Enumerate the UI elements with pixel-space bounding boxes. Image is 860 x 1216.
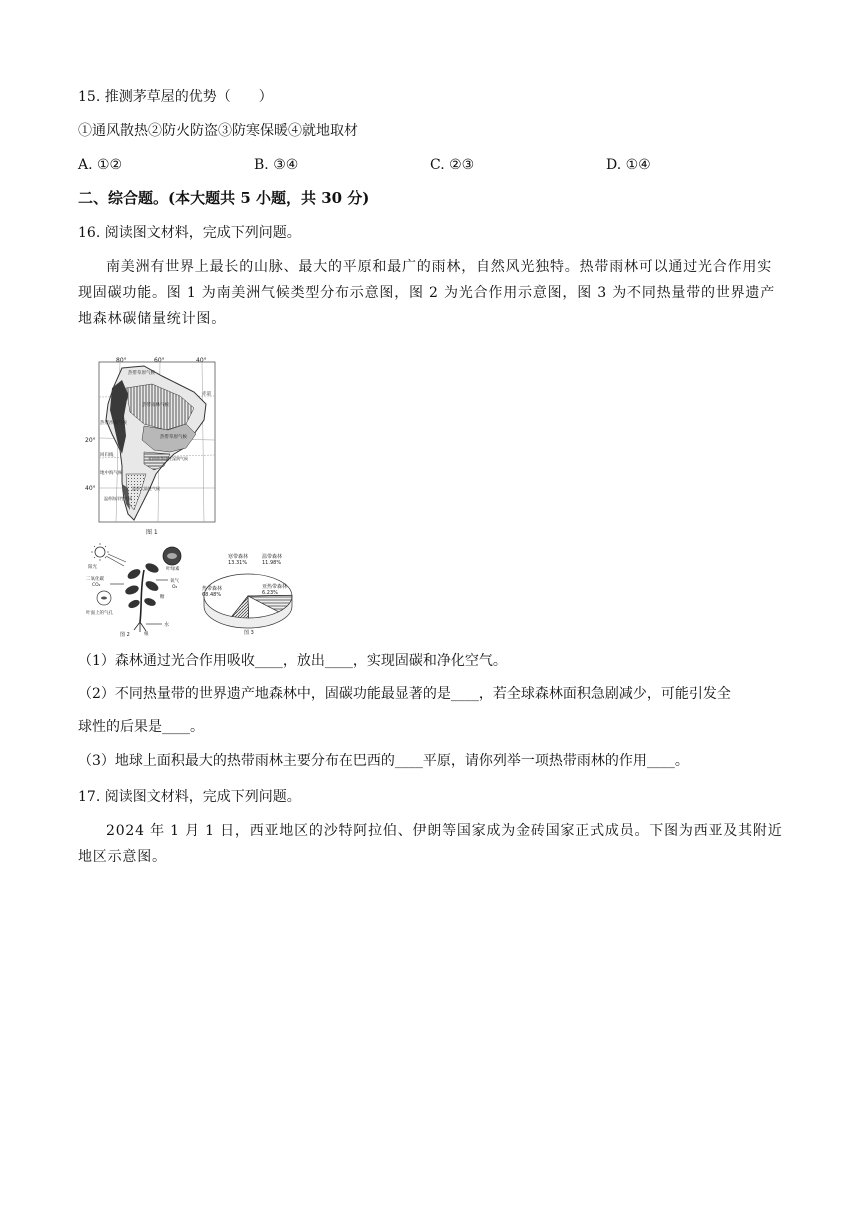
q16-sub2-line1: （2）不同热量带的世界遗产地森林中，固碳功能最显著的是____，若全球森林面积急剧减少，可能引发全: [78, 686, 731, 702]
pie-label-value-1: 13.31%: [228, 560, 248, 566]
label-savanna: 热带草原气候: [160, 435, 187, 440]
label-savanna-north: 热带草原气候: [128, 371, 155, 376]
q17-stem: 17. 阅读图文材料，完成下列问题。: [78, 789, 301, 805]
lon-label-40: 40°: [196, 357, 207, 364]
label-rainforest: 热带雨林气候: [142, 403, 169, 408]
pie-label-value-3: 6.23%: [262, 590, 278, 596]
label-chlorophyll: 叶绿素: [166, 567, 180, 572]
q17-material: 2024 年 1 月 1 日，西亚地区的沙特阿拉伯、伊朗等国家成为金砖国家正式成员。下图为西亚及其附近地区示意图。: [78, 823, 783, 865]
label-co2-name: 二氧化碳: [86, 577, 104, 582]
sun-icon: [91, 543, 126, 566]
lon-label-80: 80°: [116, 357, 127, 364]
q15-choices: ①通风散热②防火防盗③防寒保暖④就地取材: [78, 123, 358, 139]
label-o2: O₂: [172, 585, 178, 590]
fig2-photosynthesis: [84, 540, 194, 638]
q15-option-c: C. ②③: [430, 157, 475, 173]
pie-label-value-0: 68.48%: [202, 592, 222, 598]
label-marine: 温带海洋性气候: [104, 496, 132, 501]
pie-label-name-2: 温带森林: [262, 554, 283, 560]
label-equator: 赤道: [202, 392, 211, 397]
q16-sub3: （3）地球上面积最大的热带雨林主要分布在巴西的____平原，请你列举一项热带雨林的作用____。: [78, 753, 689, 769]
q16-material: 南美洲有世界上最长的山脉、最大的平原和最广的雨林，自然风光独特。热带雨林可以通过光合作用实现固碳功能。图 1 为南美洲气候类型分布示意图，图 2 为光合作用示意图，图 3 为不同热量带的世界遗产地森林碳储量统计图。: [78, 259, 776, 327]
fig3-caption: 图 3: [244, 630, 254, 636]
label-continental: 温带大陆性气候: [132, 486, 160, 491]
q16-sub2-line2: 球性的后果是____。: [78, 719, 204, 735]
q15-option-d: D. ①④: [606, 157, 651, 173]
label-water: 水: [164, 622, 170, 628]
fig3-forest-carbon-pie: [190, 548, 308, 638]
label-tropic: 回归线: [100, 453, 114, 458]
lat-label-40: 40°: [85, 485, 96, 492]
pie-label-name-3: 亚热带森林: [262, 584, 288, 590]
label-oxygen-name: 氧气: [170, 579, 179, 584]
q15-option-b: B. ③④: [254, 157, 299, 173]
label-root: 根: [144, 632, 149, 637]
pie-label-value-2: 11.98%: [262, 560, 282, 566]
label-co2: CO₂: [92, 583, 101, 588]
fig2-caption: 图 2: [120, 632, 130, 638]
label-desert: 热带沙漠气候: [100, 421, 127, 426]
q15-stem: 15. 推测茅草屋的优势（ ）: [78, 89, 273, 105]
label-subtropical: 亚热带季风性湿润气候: [148, 456, 188, 461]
label-mediterranean: 地中海气候: [100, 471, 123, 476]
q16-stem: 16. 阅读图文材料，完成下列问题。: [78, 225, 301, 241]
label-sugar: 糖: [160, 595, 165, 600]
q15-option-a: A. ①②: [78, 157, 123, 173]
lat-label-20: 20°: [85, 437, 96, 444]
q16-sub1: （1）森林通过光合作用吸收____，放出____，实现固碳和净化空气。: [78, 653, 507, 669]
pie-label-name-0: 热带森林: [202, 586, 223, 592]
label-stomata: 叶面上的气孔: [86, 611, 113, 616]
fig1-south-america-climate-map: [82, 354, 234, 542]
section2-title: 二、综合题。(本大题共 5 小题，共 30 分): [78, 189, 370, 207]
pie-label-name-1: 寒带森林: [228, 554, 249, 560]
label-sunlight: 阳光: [88, 565, 97, 570]
lon-label-60: 60°: [154, 357, 165, 364]
fig1-caption: 图 1: [146, 529, 158, 536]
